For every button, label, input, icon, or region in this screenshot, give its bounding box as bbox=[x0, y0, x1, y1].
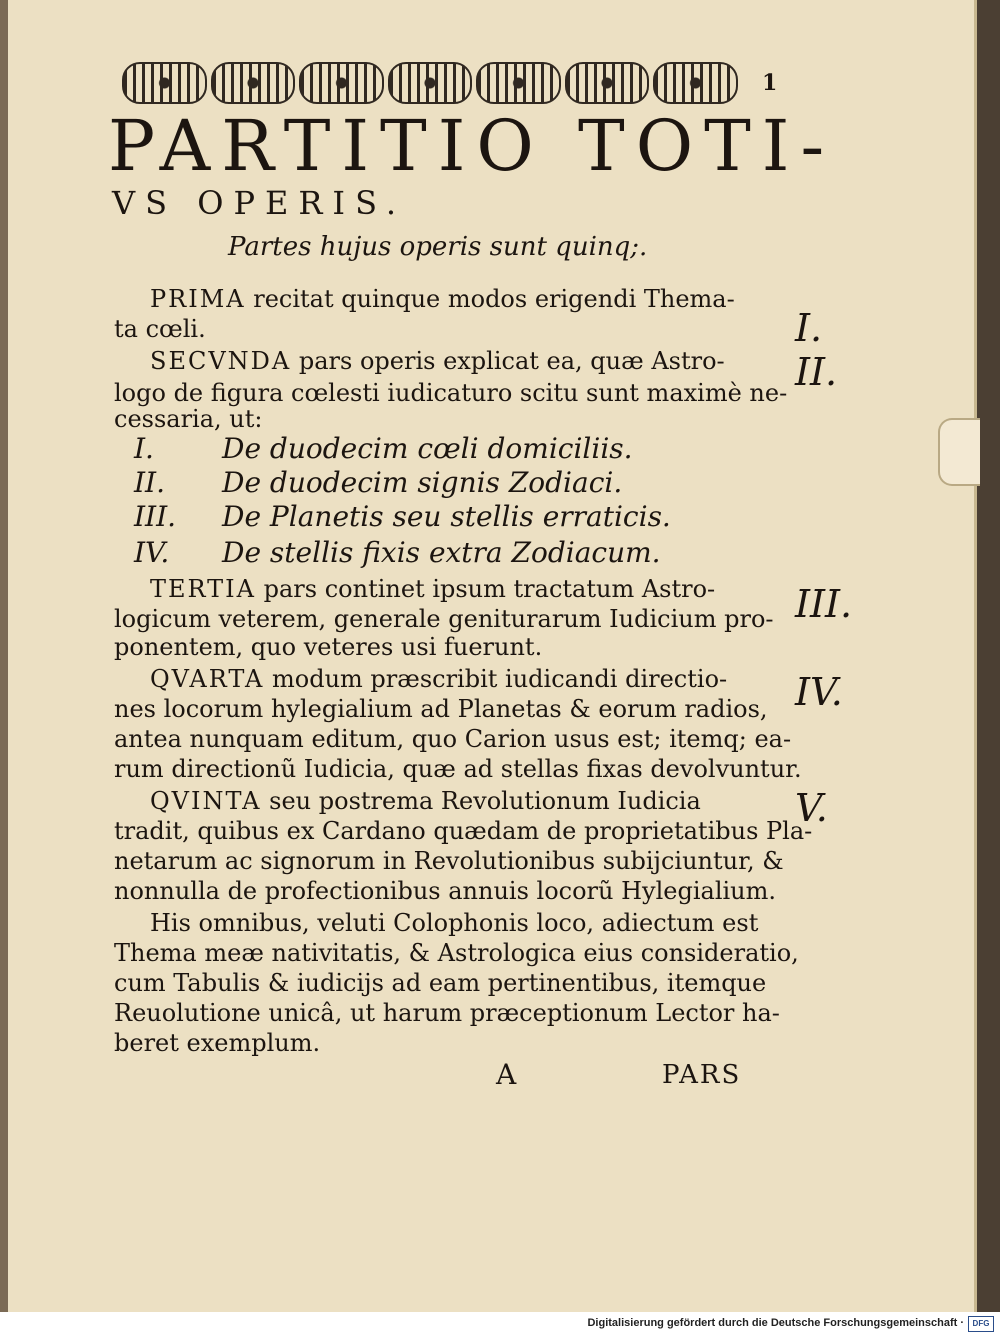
list-number: IV. bbox=[134, 536, 170, 569]
list-text: De duodecim cœli domiciliis. bbox=[222, 432, 633, 465]
title-line-1: PARTITIO TOTI- bbox=[108, 105, 836, 187]
ornament-icon bbox=[388, 62, 473, 104]
text-line: nonnulla de profectionibus annuis locorũ Hylegialium. bbox=[114, 877, 777, 905]
lead-word: SECVNDA bbox=[150, 347, 292, 375]
text-line: logicum veterem, generale geniturarum Iudicium pro- bbox=[114, 605, 774, 633]
ornament-icon bbox=[565, 62, 650, 104]
text-line: ta cœli. bbox=[114, 315, 206, 343]
text-line: cum Tabulis & iudicijs ad eam pertinentibus, itemque bbox=[114, 969, 767, 997]
margin-numeral: I. bbox=[795, 306, 823, 350]
dfg-logo-icon: DFG bbox=[968, 1316, 994, 1332]
text-line: nes locorum hylegialium ad Planetas & eorum radios, bbox=[114, 695, 768, 723]
ornament-icon bbox=[653, 62, 738, 104]
margin-numeral: V. bbox=[795, 786, 828, 830]
text-span: pars continet ipsum tractatum Astro- bbox=[256, 575, 716, 603]
text-span: modum præscribit iudicandi directio- bbox=[264, 665, 728, 693]
folio-number: 1 bbox=[762, 70, 778, 96]
text-line: tradit, quibus ex Cardano quædam de proprietatibus Pla- bbox=[114, 817, 813, 845]
lead-word: QVINTA bbox=[150, 787, 262, 815]
text-line: Reuolutione unicâ, ut harum præceptionum Lector ha- bbox=[114, 999, 780, 1027]
ornament-icon bbox=[122, 62, 207, 104]
text-line bbox=[150, 664, 764, 694]
list-item bbox=[134, 466, 622, 499]
list-item bbox=[134, 536, 661, 569]
list-text: De Planetis seu stellis erraticis. bbox=[222, 500, 671, 533]
list-text: De stellis fixis extra Zodiacum. bbox=[222, 536, 661, 569]
ornament-icon bbox=[299, 62, 384, 104]
signature-mark: A bbox=[496, 1058, 517, 1091]
header-ornament-band bbox=[120, 62, 740, 102]
list-text: De duodecim signis Zodiaci. bbox=[222, 466, 623, 499]
list-item bbox=[134, 432, 633, 465]
lead-word: QVARTA bbox=[150, 665, 265, 693]
margin-numeral: III. bbox=[795, 582, 853, 626]
catchword: PARS bbox=[662, 1060, 742, 1090]
subtitle: Partes hujus operis sunt quinq;. bbox=[228, 232, 648, 262]
text-line: netarum ac signorum in Revolutionibus subijciuntur, & bbox=[114, 847, 784, 875]
text-line: rum directionũ Iudicia, quæ ad stellas fixas devolvuntur. bbox=[114, 755, 802, 783]
margin-numeral: IV. bbox=[795, 670, 843, 714]
list-number: I. bbox=[134, 432, 154, 465]
text-line: His omnibus, veluti Colophonis loco, adiectum est bbox=[150, 909, 759, 937]
text-span: seu postrema Revolutionum Iudicia bbox=[261, 787, 701, 815]
footer-credit: Digitalisierung gefördert durch die Deutsche Forschungsgemeinschaft · bbox=[587, 1317, 964, 1329]
lead-word: PRIMA bbox=[150, 285, 246, 313]
ornament-icon bbox=[476, 62, 561, 104]
page-tab bbox=[938, 418, 980, 486]
title-line-2: VS OPERIS. bbox=[112, 184, 407, 222]
text-line: ponentem, quo veteres usi fuerunt. bbox=[114, 633, 543, 661]
text-span: recitat quinque modos erigendi Thema- bbox=[245, 285, 735, 313]
text-span: pars operis explicat ea, quæ Astro- bbox=[291, 347, 725, 375]
list-number: III. bbox=[134, 500, 177, 533]
text-line bbox=[150, 284, 764, 314]
text-line bbox=[150, 786, 764, 816]
text-line: beret exemplum. bbox=[114, 1029, 321, 1057]
text-line bbox=[150, 346, 764, 376]
lead-word: TERTIA bbox=[150, 575, 256, 603]
margin-numeral: II. bbox=[795, 350, 838, 394]
ornament-icon bbox=[211, 62, 296, 104]
text-line: logo de figura cœlesti iudicaturo scitu sunt maximè ne- bbox=[114, 379, 788, 407]
list-number: II. bbox=[134, 466, 166, 499]
text-line: Thema meæ nativitatis, & Astrologica eius consideratio, bbox=[114, 939, 799, 967]
list-item bbox=[134, 500, 671, 533]
text-line: antea nunquam editum, quo Carion usus est; itemq; ea- bbox=[114, 725, 792, 753]
footer-bar bbox=[0, 1312, 1000, 1335]
text-line: cessaria, ut: bbox=[114, 405, 263, 433]
text-line bbox=[150, 574, 764, 604]
